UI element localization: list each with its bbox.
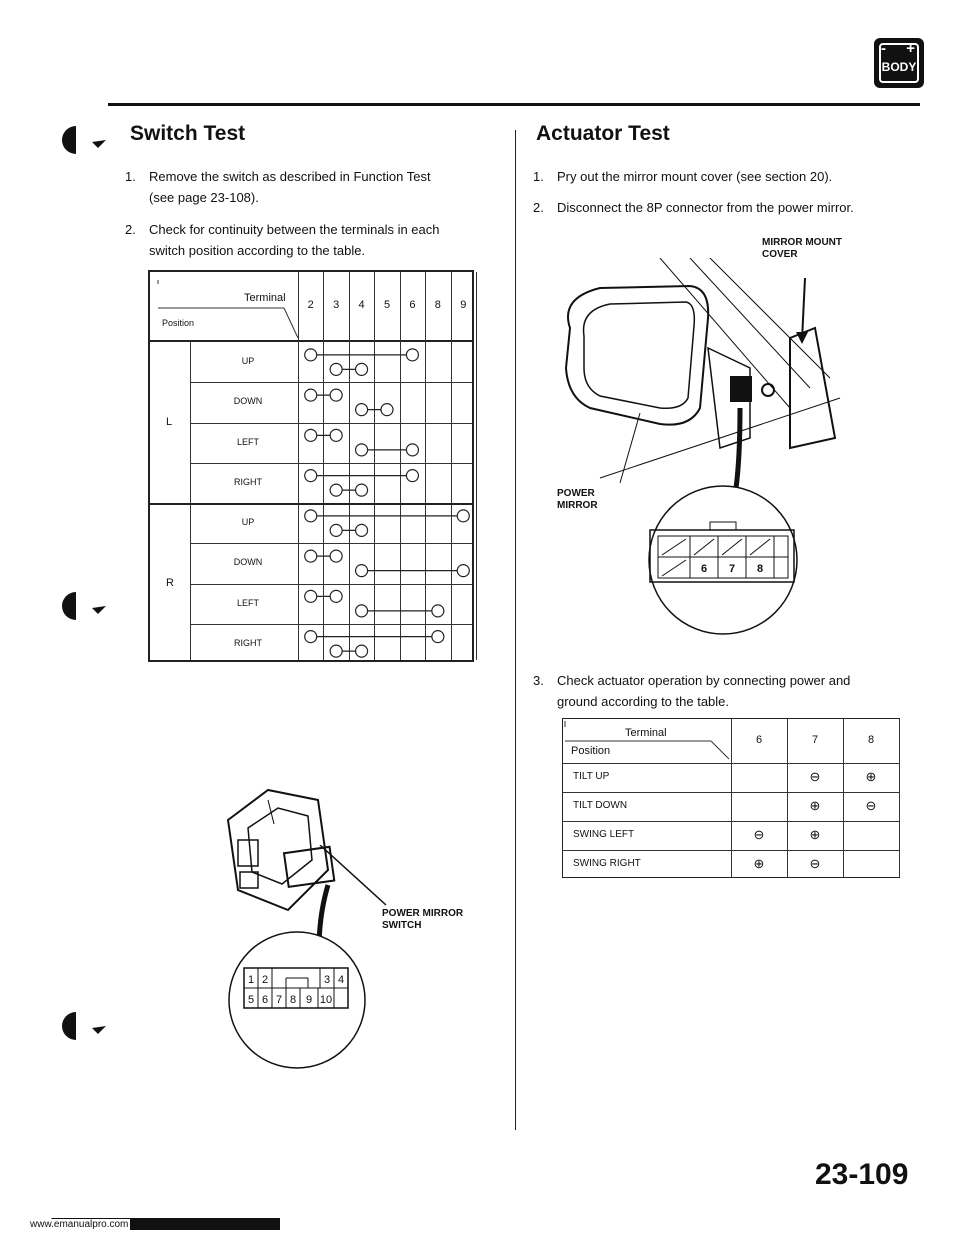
terminal-node — [305, 349, 317, 361]
actuator-step-1 — [533, 166, 913, 188]
negative-terminal-mark: ⊖ — [809, 855, 821, 871]
switch-position-label: RIGHT — [234, 476, 262, 487]
pin-label: 6 — [700, 563, 708, 575]
terminal-node — [356, 363, 368, 375]
terminal-node — [356, 524, 368, 536]
terminal-node — [457, 510, 469, 522]
step-text: switch position according to the table. — [149, 243, 366, 258]
margin-mark-middle — [58, 586, 118, 626]
actuator-test-title: Actuator Test — [536, 122, 670, 145]
margin-mark-top — [58, 120, 118, 160]
step-number: 1. — [125, 169, 136, 184]
column-divider — [515, 130, 516, 1130]
terminal-number: 7 — [811, 734, 819, 746]
step-text: Check for continuity between the terminals in each — [149, 222, 440, 237]
column-line — [731, 719, 732, 877]
page-number: 23-109 — [815, 1158, 909, 1191]
terminal-node — [356, 645, 368, 657]
position-header: Position — [162, 318, 195, 328]
step-text: ground according to the table. — [557, 694, 730, 709]
positive-terminal-mark: ⊕ — [809, 797, 821, 813]
pin-label: 8 — [289, 994, 297, 1006]
switch-position-label: LEFT — [236, 597, 259, 608]
terminal-node — [305, 510, 317, 522]
terminal-number: 5 — [383, 299, 391, 311]
pin-label: 3 — [323, 974, 331, 986]
terminal-number: 6 — [755, 734, 763, 746]
actuator-step-3 — [533, 670, 913, 714]
negative-terminal-mark: ⊖ — [753, 826, 765, 842]
body-section-badge — [874, 38, 924, 88]
terminal-node — [330, 645, 342, 657]
terminal-node — [330, 550, 342, 562]
terminal-node — [330, 363, 342, 375]
terminal-node — [330, 484, 342, 496]
terminal-node — [457, 565, 469, 577]
step-number: 1. — [533, 169, 544, 184]
row-separator — [190, 463, 472, 464]
top-rule — [108, 103, 920, 106]
continuity-marks — [150, 272, 476, 664]
badge-symbols: - + — [881, 40, 923, 57]
pin-label: 10 — [319, 994, 333, 1006]
actuator-position-label: SWING RIGHT — [573, 857, 641, 869]
terminal-node — [356, 404, 368, 416]
switch-step-1 — [125, 166, 495, 210]
callout-line: POWER — [557, 488, 595, 499]
terminal-node — [406, 444, 418, 456]
terminal-node — [330, 389, 342, 401]
row-separator — [563, 792, 899, 793]
pin-label: 7 — [275, 994, 283, 1006]
row-separator — [563, 850, 899, 851]
switch-continuity-table — [148, 270, 474, 662]
callout-line: MIRROR — [557, 500, 598, 511]
terminal-node — [406, 470, 418, 482]
actuator-position-label: SWING LEFT — [573, 828, 635, 840]
actuator-position-label: TILT UP — [573, 770, 610, 782]
pin-label: 4 — [337, 974, 345, 986]
terminal-node — [305, 429, 317, 441]
switch-position-label: UP — [241, 356, 255, 367]
step-text: (see page 23-108). — [149, 190, 259, 205]
terminal-node — [305, 631, 317, 643]
position-header: Position — [571, 745, 611, 757]
column-line — [843, 719, 844, 877]
column-line — [787, 719, 788, 877]
actuator-operation-table — [562, 718, 900, 878]
pin-label: 6 — [261, 994, 269, 1006]
switch-position-label: LEFT — [236, 436, 259, 447]
terminal-node — [305, 550, 317, 562]
switch-connector-circle — [222, 928, 372, 1078]
step-number: 2. — [125, 222, 136, 237]
mirror-connector-circle — [638, 482, 808, 640]
pin-label: 5 — [247, 994, 255, 1006]
terminal-node — [356, 444, 368, 456]
terminal-node — [356, 605, 368, 617]
switch-position-label: UP — [241, 517, 255, 528]
terminal-node — [305, 470, 317, 482]
terminal-number: 8 — [434, 299, 441, 311]
negative-terminal-mark: ⊖ — [865, 797, 877, 813]
step-number: 2. — [533, 200, 544, 215]
position-group-label: L — [166, 415, 173, 428]
footer-url: www.emanualpro.com — [30, 1219, 129, 1230]
terminal-node — [330, 429, 342, 441]
margin-mark-bottom — [58, 1006, 118, 1046]
pin-label: 9 — [305, 994, 313, 1006]
terminal-header: Terminal — [625, 727, 667, 739]
negative-terminal-mark: ⊖ — [809, 768, 821, 784]
switch-position-label: DOWN — [233, 557, 263, 568]
actuator-position-label: TILT DOWN — [573, 799, 628, 811]
row-separator — [190, 423, 472, 424]
power-mirror-illustration — [540, 258, 860, 488]
group-separator — [150, 503, 472, 505]
row-separator — [190, 543, 472, 544]
switch-step-2 — [125, 219, 495, 263]
terminal-header: Terminal — [244, 292, 286, 304]
actuator-step-2 — [533, 197, 913, 219]
callout-line: POWER MIRROR — [382, 908, 464, 919]
terminal-node — [356, 565, 368, 577]
terminal-number: 2 — [307, 299, 314, 311]
terminal-node — [305, 590, 317, 602]
row-separator — [190, 624, 472, 625]
switch-test-title: Switch Test — [130, 122, 246, 145]
terminal-number: 3 — [333, 299, 340, 311]
callout-line: MIRROR MOUNT — [762, 237, 842, 248]
pin-label: 2 — [261, 974, 269, 986]
pin-label: 7 — [728, 563, 736, 575]
terminal-node — [432, 605, 444, 617]
terminal-node — [406, 349, 418, 361]
step-text: Pry out the mirror mount cover (see section 20). — [557, 169, 833, 184]
terminal-node — [305, 389, 317, 401]
step-text: Remove the switch as described in Function Test — [149, 169, 431, 184]
step-text: Check actuator operation by connecting power and — [557, 673, 851, 688]
power-mirror-switch-label — [382, 908, 463, 932]
terminal-number: 6 — [409, 299, 416, 311]
terminal-number: 4 — [358, 299, 365, 311]
badge-word: BODY — [881, 60, 917, 74]
pin-label: 1 — [247, 974, 255, 986]
step-number: 3. — [533, 673, 544, 688]
terminal-number: 8 — [867, 734, 875, 746]
callout-line: COVER — [762, 249, 798, 260]
position-group-label: R — [166, 576, 174, 589]
terminal-node — [381, 404, 393, 416]
terminal-node — [356, 484, 368, 496]
pin-label: 8 — [756, 563, 764, 575]
power-mirror-label — [557, 488, 598, 512]
switch-position-label: DOWN — [233, 396, 263, 407]
terminal-node — [432, 631, 444, 643]
positive-terminal-mark: ⊕ — [865, 768, 877, 784]
row-separator — [190, 382, 472, 383]
callout-line: SWITCH — [382, 920, 422, 931]
row-separator — [190, 584, 472, 585]
terminal-node — [330, 590, 342, 602]
column-line — [476, 272, 477, 660]
positive-terminal-mark: ⊕ — [809, 826, 821, 842]
terminal-number: 9 — [460, 299, 467, 311]
step-text: Disconnect the 8P connector from the power mirror. — [557, 200, 854, 215]
switch-position-label: RIGHT — [234, 637, 262, 648]
column-line — [899, 719, 900, 877]
row-separator — [563, 821, 899, 822]
terminal-node — [330, 524, 342, 536]
positive-terminal-mark: ⊕ — [753, 855, 765, 871]
